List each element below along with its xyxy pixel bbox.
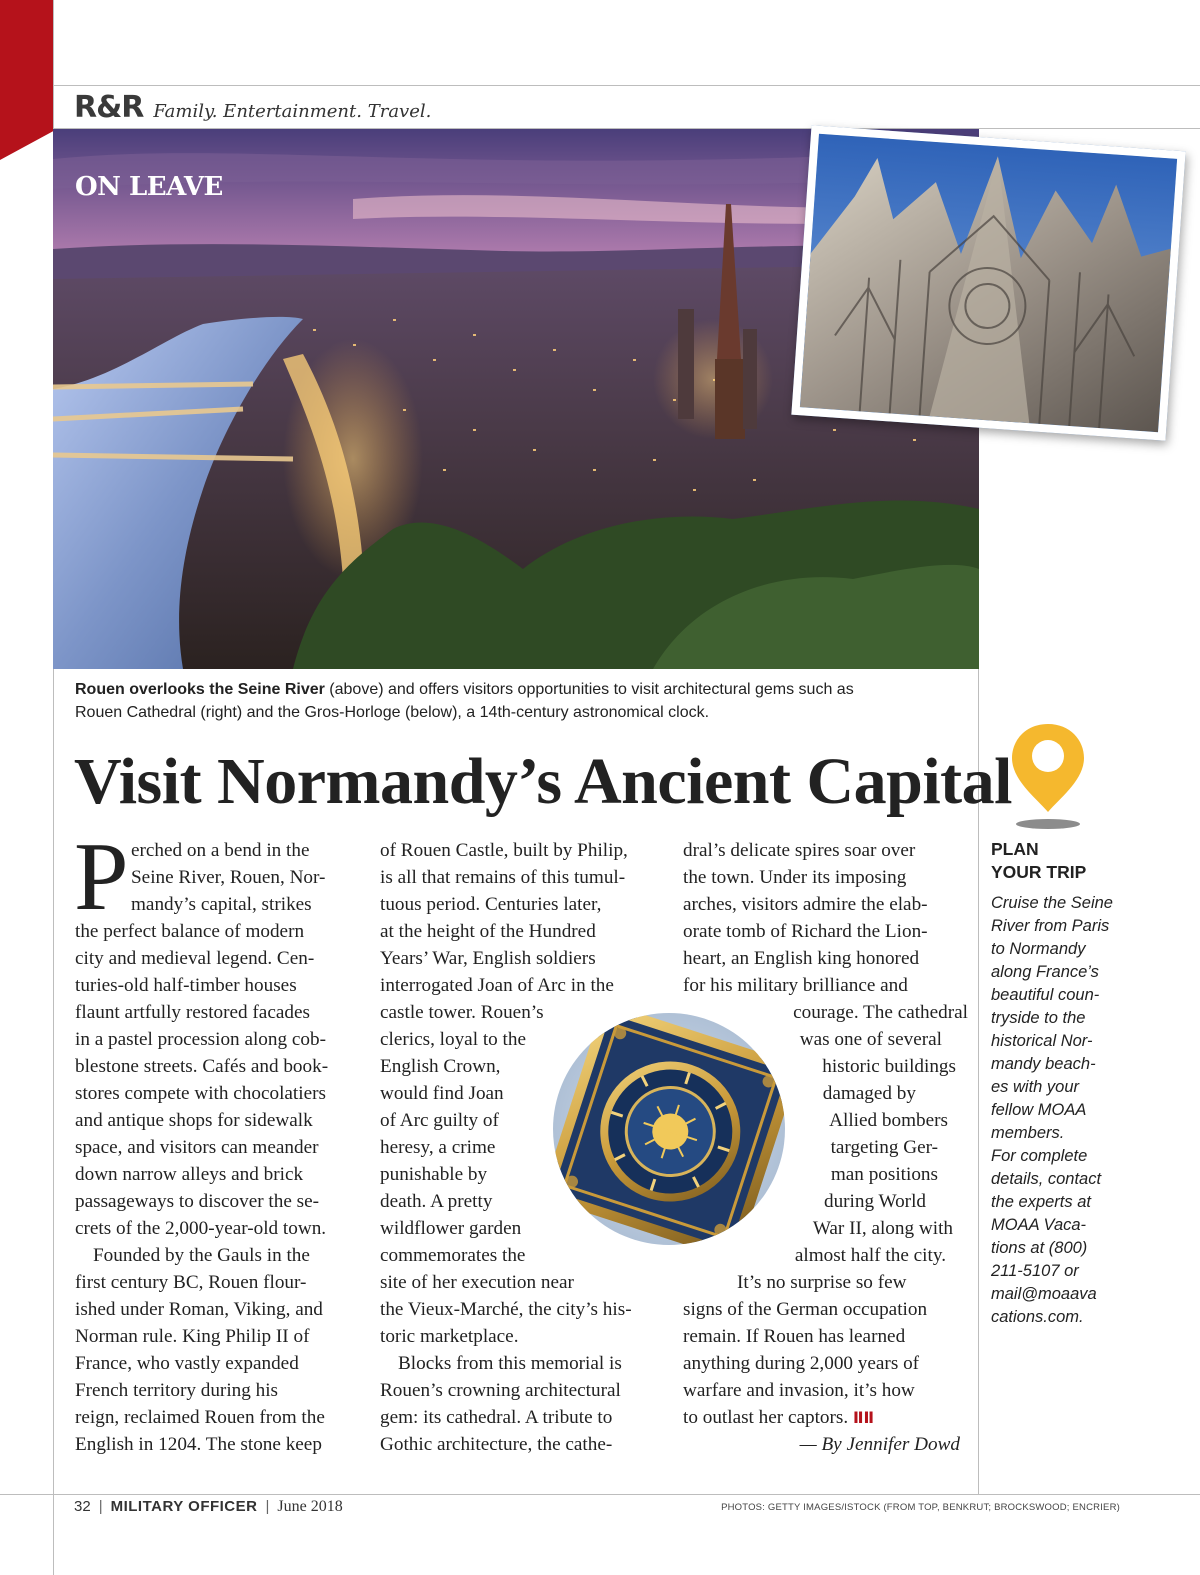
body-line-end bbox=[683, 1404, 968, 1431]
body-line: interrogated Joan of Arc in the bbox=[380, 975, 614, 996]
body-line: toric marketplace. bbox=[380, 1326, 519, 1347]
body-line: France, who vastly expanded bbox=[75, 1353, 299, 1374]
plan-trip-line: historical Nor- bbox=[991, 1032, 1093, 1050]
body-line: commemorates the bbox=[380, 1245, 526, 1266]
drop-cap: P bbox=[74, 823, 129, 931]
body-line: stores compete with chocolatiers bbox=[75, 1083, 326, 1104]
plan-trip-line: River from Paris bbox=[991, 917, 1110, 935]
body-line: of Arc guilty of bbox=[380, 1110, 499, 1131]
top-rule bbox=[53, 85, 1200, 86]
body-line: remain. If Rouen has learned bbox=[683, 1326, 906, 1347]
body-line: courage. The cathedral bbox=[793, 1002, 968, 1023]
section-label: ON LEAVE bbox=[75, 172, 223, 202]
body-line: crets of the 2,000-year-old town. bbox=[75, 1218, 327, 1239]
photo-credit: PHOTOS: GETTY IMAGES/ISTOCK (FROM TOP, BENKRUT; BROCKSWOOD; ENCRIER) bbox=[721, 1502, 1120, 1513]
body-line: almost half the city. bbox=[794, 1245, 946, 1266]
body-line: for his military brilliance and bbox=[683, 975, 908, 996]
body-line: tuous period. Centuries later, bbox=[380, 894, 602, 915]
plan-trip-line: Cruise the Seine bbox=[991, 894, 1113, 912]
masthead-tagline: Family. Entertainment. Travel. bbox=[153, 101, 432, 122]
plan-trip-line: tions at (800) bbox=[991, 1239, 1088, 1257]
body-line: mandy’s capital, strikes bbox=[131, 894, 312, 915]
body-line: first century BC, Rouen flour- bbox=[75, 1272, 307, 1293]
body-line: at the height of the Hundred bbox=[380, 921, 596, 942]
caption-line2: Rouen Cathedral (right) and the Gros-Horloge (below), a 14th-century astronomical clock. bbox=[75, 704, 710, 721]
body-line: death. A pretty bbox=[380, 1191, 493, 1212]
plan-trip-line: 211-5107 or bbox=[991, 1262, 1079, 1280]
map-pin-icon bbox=[1008, 720, 1088, 832]
body-line: Norman rule. King Philip II of bbox=[75, 1326, 310, 1347]
plan-trip-title-line: YOUR TRIP bbox=[991, 862, 1087, 882]
body-line: man positions bbox=[830, 1164, 938, 1185]
body-line: Years’ War, English soldiers bbox=[380, 948, 596, 969]
publication-name: MILITARY OFFICER bbox=[110, 1498, 258, 1515]
body-line: and antique shops for sidewalk bbox=[75, 1110, 313, 1131]
plan-trip-line: tryside to the bbox=[991, 1009, 1086, 1027]
photo-caption bbox=[75, 678, 955, 724]
body-line: is all that remains of this tumul- bbox=[380, 867, 626, 888]
masthead bbox=[74, 90, 431, 125]
body-line: site of her execution near bbox=[380, 1272, 574, 1293]
body-line: English in 1204. The stone keep bbox=[75, 1434, 322, 1455]
plan-trip-line: cations.com. bbox=[991, 1308, 1084, 1326]
body-line: down narrow alleys and brick bbox=[75, 1164, 304, 1185]
body-line: Founded by the Gauls in the bbox=[93, 1245, 310, 1266]
article-headline: Visit Normandy’s Ancient Capital bbox=[74, 745, 1012, 818]
red-corner-tab bbox=[0, 0, 53, 160]
body-line: clerics, loyal to the bbox=[380, 1029, 526, 1050]
folio bbox=[74, 1498, 343, 1516]
plan-trip-line: to Normandy bbox=[991, 940, 1086, 958]
body-line: French territory during his bbox=[75, 1380, 279, 1401]
inset-photo-gros-horloge bbox=[553, 1013, 785, 1245]
body-line: heresy, a crime bbox=[380, 1137, 496, 1158]
end-mark-icon: ⅡⅡ bbox=[852, 1408, 875, 1427]
plan-trip-title bbox=[991, 838, 1086, 884]
body-line: War II, along with bbox=[812, 1218, 953, 1239]
footer-rule bbox=[0, 1494, 1200, 1495]
body-line: the perfect balance of modern bbox=[75, 921, 305, 942]
article-column-1 bbox=[74, 823, 365, 1458]
body-line: erched on a bend in the bbox=[131, 840, 310, 861]
body-line: warfare and invasion, it’s how bbox=[683, 1380, 915, 1401]
body-line: It’s no surprise so few bbox=[737, 1272, 907, 1293]
plan-trip-line: MOAA Vaca- bbox=[991, 1216, 1087, 1234]
body-line: signs of the German occupation bbox=[683, 1299, 928, 1320]
body-line: historic buildings bbox=[822, 1056, 956, 1077]
body-line: the town. Under its imposing bbox=[683, 867, 907, 888]
body-line: wildflower garden bbox=[380, 1218, 522, 1239]
folio-separator: | bbox=[265, 1498, 270, 1515]
byline: — By Jennifer Dowd bbox=[799, 1434, 960, 1455]
body-line: damaged by bbox=[822, 1083, 916, 1104]
plan-trip-line: beautiful coun- bbox=[991, 986, 1100, 1004]
caption-rest: (above) and offers visitors opportunities to visit architectural gems such as bbox=[324, 681, 854, 698]
plan-trip-line: mandy beach- bbox=[991, 1055, 1096, 1073]
body-line: during World bbox=[823, 1191, 926, 1212]
masthead-logo: R&R bbox=[74, 90, 144, 125]
body-line: Allied bombers bbox=[829, 1110, 948, 1131]
plan-trip-line: fellow MOAA bbox=[991, 1101, 1087, 1119]
plan-trip-line: the experts at bbox=[991, 1193, 1091, 1211]
body-line: punishable by bbox=[380, 1164, 488, 1185]
body-line: Blocks from this memorial is bbox=[398, 1353, 622, 1374]
body-line: passageways to discover the se- bbox=[75, 1191, 320, 1212]
page-number: 32 bbox=[74, 1498, 91, 1515]
body-line: city and medieval legend. Cen- bbox=[75, 948, 315, 969]
body-line: arches, visitors admire the elab- bbox=[683, 894, 928, 915]
body-line: of Rouen Castle, built by Philip, bbox=[380, 840, 628, 861]
body-line: turies-old half-timber houses bbox=[75, 975, 297, 996]
folio-separator: | bbox=[98, 1498, 103, 1515]
body-line: ished under Roman, Viking, and bbox=[75, 1299, 323, 1320]
body-line: Seine River, Rouen, Nor- bbox=[131, 867, 326, 888]
body-line: Gothic architecture, the cathe- bbox=[380, 1434, 613, 1455]
plan-trip-body bbox=[991, 892, 1113, 1329]
plan-trip-line: For complete bbox=[991, 1147, 1088, 1165]
caption-lead: Rouen overlooks the Seine River bbox=[75, 681, 325, 698]
body-line: Rouen’s crowning architectural bbox=[380, 1380, 621, 1401]
plan-trip-line: along France’s bbox=[991, 963, 1099, 981]
body-line: targeting Ger- bbox=[830, 1137, 938, 1158]
issue-date: June 2018 bbox=[277, 1498, 343, 1515]
body-line: flaunt artfully restored facades bbox=[75, 1002, 310, 1023]
body-line: reign, reclaimed Rouen from the bbox=[75, 1407, 325, 1428]
body-line: heart, an English king honored bbox=[683, 948, 920, 969]
body-line: to outlast her captors. bbox=[683, 1407, 849, 1428]
body-line: the Vieux-Marché, the city’s his- bbox=[380, 1299, 632, 1320]
body-line: dral’s delicate spires soar over bbox=[683, 840, 916, 861]
body-line: in a pastel procession along cob- bbox=[75, 1029, 326, 1050]
body-line: would find Joan bbox=[380, 1083, 504, 1104]
body-line: castle tower. Rouen’s bbox=[380, 1002, 544, 1023]
plan-trip-line: details, contact bbox=[991, 1170, 1102, 1188]
body-line: anything during 2,000 years of bbox=[683, 1353, 920, 1374]
body-line: English Crown, bbox=[380, 1056, 501, 1077]
body-line: gem: its cathedral. A tribute to bbox=[380, 1407, 613, 1428]
plan-trip-title-line: PLAN bbox=[991, 839, 1039, 859]
plan-trip-line: es with your bbox=[991, 1078, 1080, 1096]
body-line: blestone streets. Cafés and book- bbox=[75, 1056, 329, 1077]
plan-trip-line: mail@moaava bbox=[991, 1285, 1097, 1303]
body-line: orate tomb of Richard the Lion- bbox=[683, 921, 928, 942]
body-line: was one of several bbox=[799, 1029, 942, 1050]
plan-trip-line: members. bbox=[991, 1124, 1065, 1142]
body-line: space, and visitors can meander bbox=[75, 1137, 319, 1158]
inset-photo-rouen-cathedral bbox=[791, 125, 1185, 440]
